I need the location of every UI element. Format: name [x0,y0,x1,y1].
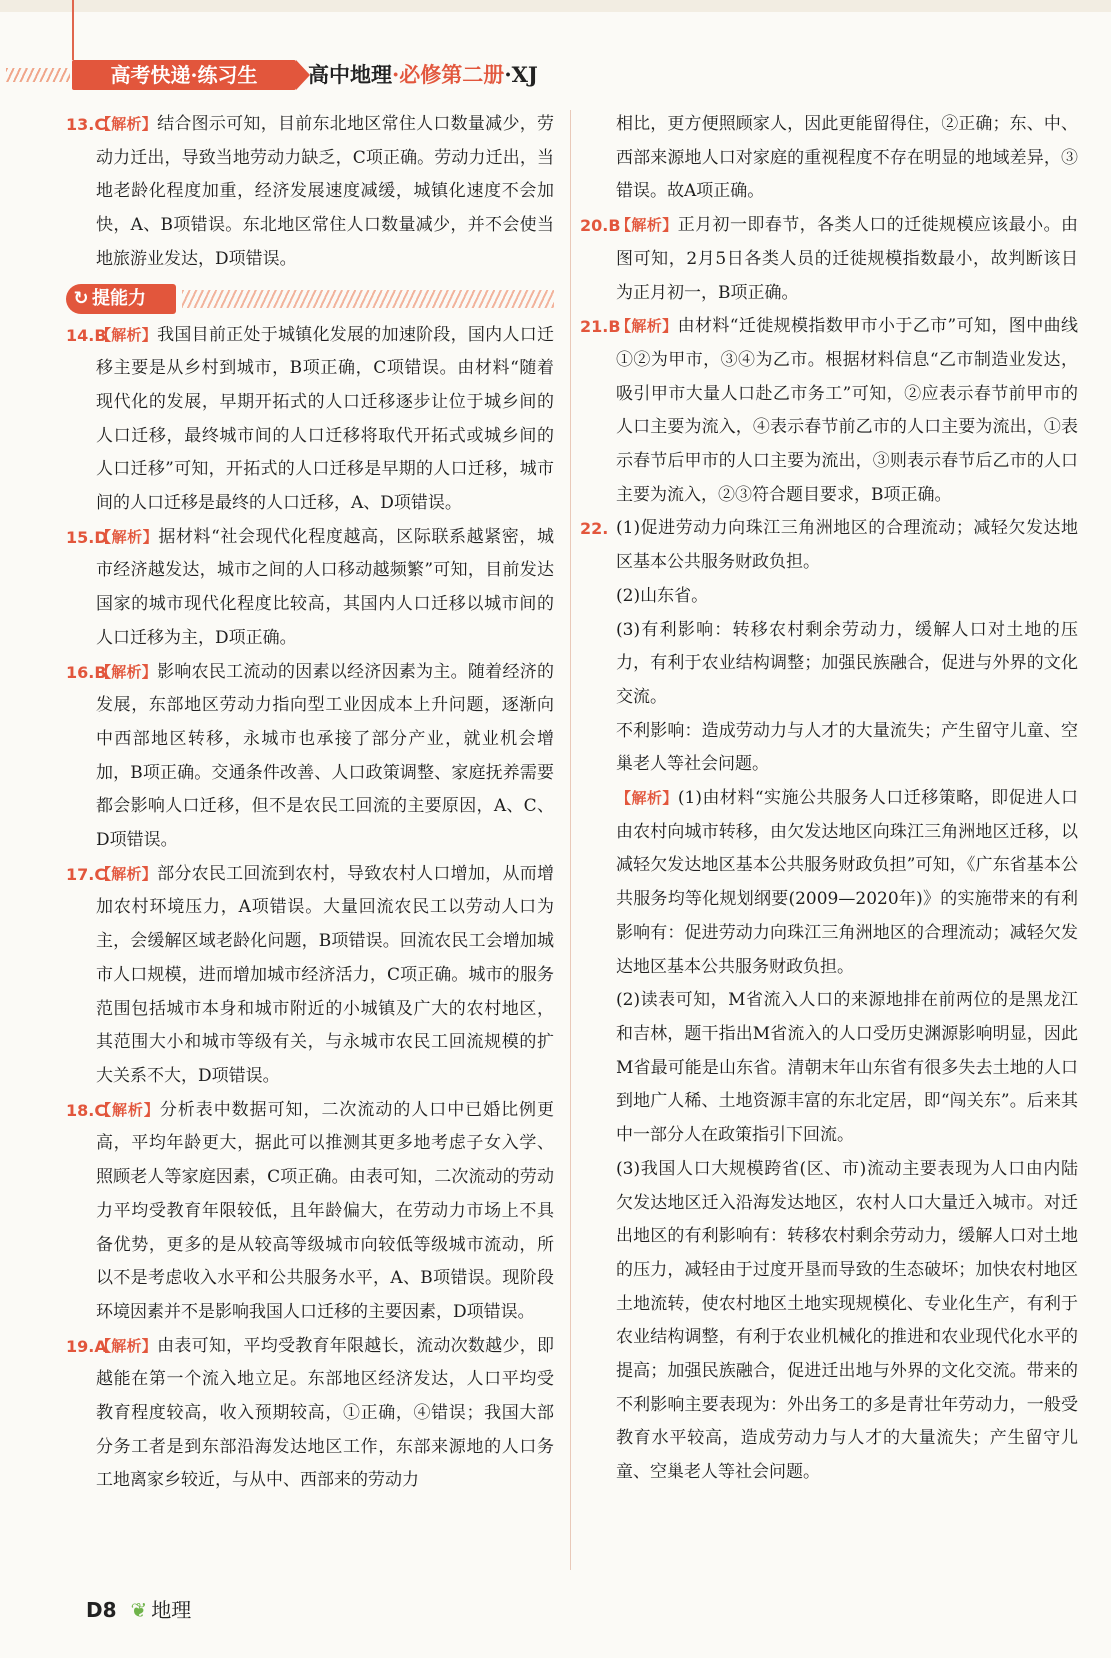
q22-answer-1: (1)促进劳动力向珠江三角洲地区的合理流动；减轻欠发达地区基本公共服务财政负担。 [616,518,1078,573]
column-divider [570,110,571,1570]
analysis-tag: 【解析】 [96,1336,158,1355]
page-number: D8 [86,1598,117,1622]
answer-text: 结合图示可知，目前东北地区常住人口数量减少，劳动力迁出，导致当地劳动力缺乏，C项正确。劳动力迁出，当地老龄化程度加重，经济发展速度减缓，城镇化速度不会加快，A、B项错误。东北地区常住人口数量减少，并不会使当地旅游业发达，D项错误。 [96,114,554,269]
edition-code: ·XJ [504,62,538,87]
answer-item-17 [66,858,554,1094]
answer-item-15 [66,521,554,656]
top-strip [0,0,1111,12]
answer-text: 我国目前正处于城镇化发展的加速阶段，国内人口迁移主要是从乡村到城市，B项正确，C项错误。由材料“随着现代化的发展，早期开拓式的人口迁移逐步让位于城乡间的人口迁移，最终城市间的人口迁移将取代开拓式或城乡间的人口迁移”可知，开拓式的人口迁移是早期的人口迁移，城市间的人口迁移是最终的人口迁移，A、D项错误。 [96,324,554,514]
analysis-tag: 【解析】 [96,325,158,344]
analysis-tag: 【解析】 [96,115,158,133]
answer-item-19 [66,1330,554,1499]
answer-number: 13.C [66,115,107,134]
answer-item-20 [580,209,1078,310]
analysis-tag: 【解析】 [96,662,158,681]
left-column [66,108,554,1498]
answer-text: 影响农民工流动的因素以经济因素为主。随着经济的发展，东部地区劳动力指向型工业因成本上升问题，逐渐向中西部地区转移，永城市也承接了部分产业，就业机会增加，B项正确。交通条件改善、人口政策调整、家庭抚养需要都会影响人口迁移，但不是农民工回流的主要原因，A、C、D项错误。 [96,661,554,851]
answer-text: 由表可知，平均受教育年限越长，流动次数越少，即越能在第一个流入地立足。东部地区经济发达，人口平均受教育程度较高，收入预期较高，①正确，④错误；我国大部分务工者是到东部沿海发达地区工作，东部来源地的人口务工地离家乡较近，与从中、西部来的劳动力 [96,1335,554,1491]
answer-item-14 [66,319,554,521]
brand-label: 高考快递·练习生 [72,60,296,90]
page-edge-line [72,0,74,60]
analysis-text: (1)由材料“实施公共服务人口迁移策略，即促进人口由农村向城市转移，由欠发达地区向珠江三角洲地区迁移，以减轻欠发达地区基本公共服务财政负担”可知，《广东省基本公共服务均等化规划纲要(2009—2020年)》的实施带来的有利影响有：促进劳动力向珠江三角洲地区的合理流动；减轻欠发达地区基本公共服务财政负担。 [616,788,1078,977]
answer-text: 由材料“迁徙规模指数甲市小于乙市”可知，图中曲线①②为甲市，③④为乙市。根据材料信息“乙市制造业发达，吸引甲市大量人口赴乙市务工”可知，②应表示春节前甲市的人口主要为流入，④表示春节前乙市的人口主要为流出，①表示春节后甲市的人口主要为流出，③则表示春节后乙市的人口主要为流入，②③符合题目要求，B项正确。 [616,316,1078,505]
answer-item-21 [580,310,1078,512]
answer-item-19-cont [580,108,1078,209]
q22-analysis-2: (2)读表可知，M省流入人口的来源地排在前两位的是黑龙江和吉林，题干指出M省流入的人口受历史渊源影响明显，因此M省最可能是山东省。清朝末年山东省有很多失去土地的人口到地广人稀、土地资源丰富的东北定居，即“闯关东”。后来其中一部分人在政策指引下回流。 [616,990,1078,1146]
arrow-swirl-icon: ↻ [73,287,89,309]
leaf-icon: ❦ [130,1598,148,1622]
right-column [580,108,1078,1490]
section-title: 提能力 [92,287,146,309]
section-badge [66,284,176,314]
analysis-tag: 【解析】 [616,789,678,808]
answer-item-22 [580,512,1078,579]
answer-text: 部分农民工回流到农村，导致农村人口增加，从而增加农村环境压力，A项错误。大量回流农民工以劳动人口为主，会缓解区域老龄化问题，B项错误。回流农民工会增加城市人口规模，进而增加城市经济活力，C项正确。城市的服务范围包括城市本身和城市附近的小城镇及广大的农村地区，其范围大小和城市等级有关，与永城市农民工回流规模的扩大关系不大，D项错误。 [96,863,554,1086]
analysis-tag: 【解析】 [616,317,678,336]
answer-number: 20.B [580,216,621,236]
q22-analysis-3: (3)我国人口大规模跨省(区、市)流动主要表现为人口由内陆欠发达地区迁入沿海发达地区，农村人口大量迁入城市。对迁出地区的有利影响有：转移农村剩余劳动力，缓解人口对土地的压力，减轻由于过度开垦而导致的生态破坏；加快农村地区土地流转，使农村地区土地实现规模化、专业化生产，有利于农业结构调整，有利于农业机械化的推进和农业现代化水平的提高；加强民族融合，促进迁出地与外界的文化交流。带来的不利影响主要表现为：外出务工的多是青壮年劳动力，一般受教育水平较高，造成劳动力与人才的大量流失；产生留守儿童、空巢老人等社会问题。 [616,1158,1078,1483]
answer-number: 17.C [66,864,107,884]
answer-number: 16.B [66,662,107,682]
analysis-tag: 【解析】 [96,864,158,883]
answer-number: 19.A [66,1336,107,1356]
answer-text: 分析表中数据可知，二次流动的人口中已婚比例更高，平均年龄更大，据此可以推测其更多地考虑子女入学、照顾老人等家庭因素，C项正确。由表可知，二次流动的劳动力平均受教育年限较低，且年龄偏大，在劳动力市场上不具备优势，更多的是从较高等级城市向较低等级城市流动，所以不是考虑收入水平和公共服务水平，A、B项错误。现阶段环境因素并不是影响我国人口迁移的主要因素，D项错误。 [96,1099,554,1322]
section-banner [66,281,554,317]
q22-answer-3: (3)有利影响：转移农村剩余劳动力，缓解人口对土地的压力，有利于农业结构调整；加强民族融合，促进与外界的文化交流。 [616,619,1078,707]
analysis-tag: 【解析】 [96,1100,160,1119]
answer-number: 21.B [580,317,621,337]
footer-subject: 地理 [151,1598,192,1622]
subject-name: 高中地理 [308,62,392,87]
answer-text: 相比，更方便照顾家人，因此更能留得住，②正确；东、中、西部来源地人口对家庭的重视程度不存在明显的地域差异，③错误。故A项正确。 [616,114,1078,202]
answer-text: 正月初一即春节，各类人口的迁徙规模应该最小。由图可知，2月5日各类人员的迁徙规模指数最小，故判断该日为正月初一，B项正确。 [616,215,1078,303]
answer-number: 22. [580,519,609,539]
answer-number: 18.C [66,1100,107,1120]
answer-number: 14.B [66,325,107,345]
analysis-tag: 【解析】 [96,527,159,546]
answer-item-18 [66,1094,554,1330]
answer-number: 15.D [66,527,108,547]
q22-analysis-1 [580,782,1078,984]
banner-stripes [182,290,554,308]
answer-item-13 [66,108,554,277]
q22-answer-2: (2)山东省。 [616,585,709,606]
page-footer [86,1594,191,1630]
answer-text: 据材料“社会现代化程度越高，区际联系越紧密，城市经济越发达，城市之间的人口移动越频繁”可知，目前发达国家的城市现代化程度比较高，其国内人口迁移以城市间的人口迁移为主，D项正确。 [96,526,554,648]
volume-name: ·必修第二册 [392,62,505,87]
q22-answer-4: 不利影响：造成劳动力与人才的大量流失；产生留守儿童、空巢老人等社会问题。 [616,720,1078,775]
analysis-tag: 【解析】 [616,216,678,235]
book-title [308,60,538,90]
page-header [0,58,1111,94]
header-hatch [6,68,70,82]
answer-item-16 [66,656,554,858]
